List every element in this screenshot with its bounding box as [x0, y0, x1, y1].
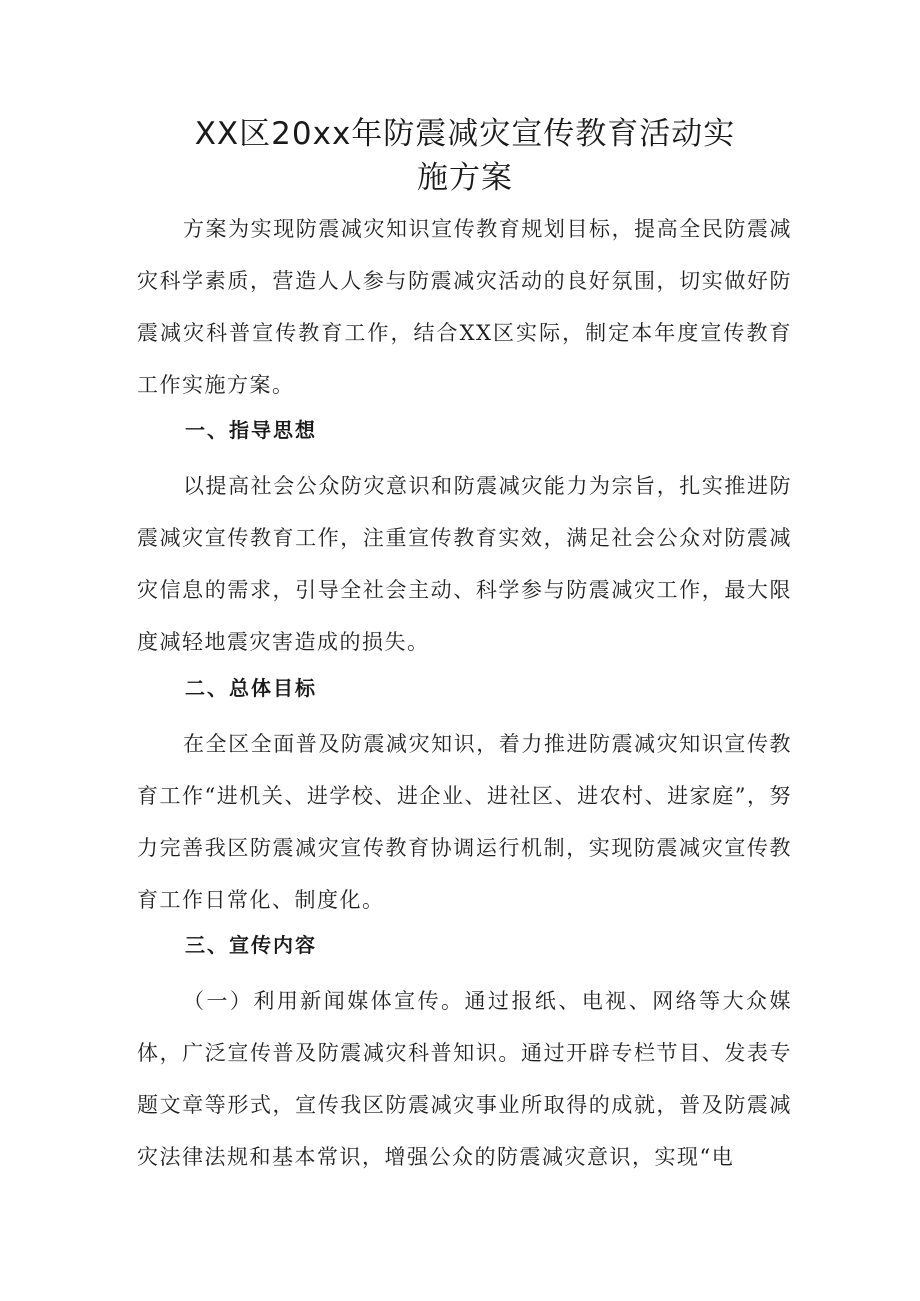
section-heading-publicity-content: 三、宣传内容	[185, 933, 317, 957]
section-body-publicity-content: （一）利用新闻媒体宣传。通过报纸、电视、网络等大众媒体，广泛宣传普及防震减灾科普知识。通过开辟专栏节目、发表专题文章等形式，宣传我区防震减灾事业所取得的成就，普及防震减灾法律法规和基本常识，增强公众的防震减灾意识，实现“电	[137, 989, 792, 1169]
section-body-overall-goals: 在全区全面普及防震减灾知识，着力推进防震减灾知识宣传教育工作“进机关、进学校、进企业、进社区、进农村、进家庭”，努力完善我区防震减灾宣传教育协调运行机制，实现防震减灾宣传教育工作日常化、制度化。	[137, 732, 792, 912]
section-body-guiding-ideology: 以提高社会公众防灾意识和防震减灾能力为宗旨，扎实推进防震减灾宣传教育工作，注重宣传教育实效，满足社会公众对防震减灾信息的需求，引导全社会主动、科学参与防震减灾工作，最大限度减轻地震灾害造成的损失。	[137, 474, 792, 654]
document-title-line-1: XX区20xx年防震减灾宣传教育活动实	[194, 116, 736, 152]
section-heading-guiding-ideology: 一、指导思想	[185, 418, 317, 442]
document-title-line-2: 施方案	[417, 160, 513, 196]
section-heading-overall-goals: 二、总体目标	[185, 676, 317, 700]
intro-paragraph: 方案为实现防震减灾知识宣传教育规划目标，提高全民防震减灾科学素质，营造人人参与防震减灾活动的良好氛围，切实做好防震减灾科普宣传教育工作，结合XX区实际，制定本年度宣传教育工作实施方案。	[137, 217, 792, 397]
